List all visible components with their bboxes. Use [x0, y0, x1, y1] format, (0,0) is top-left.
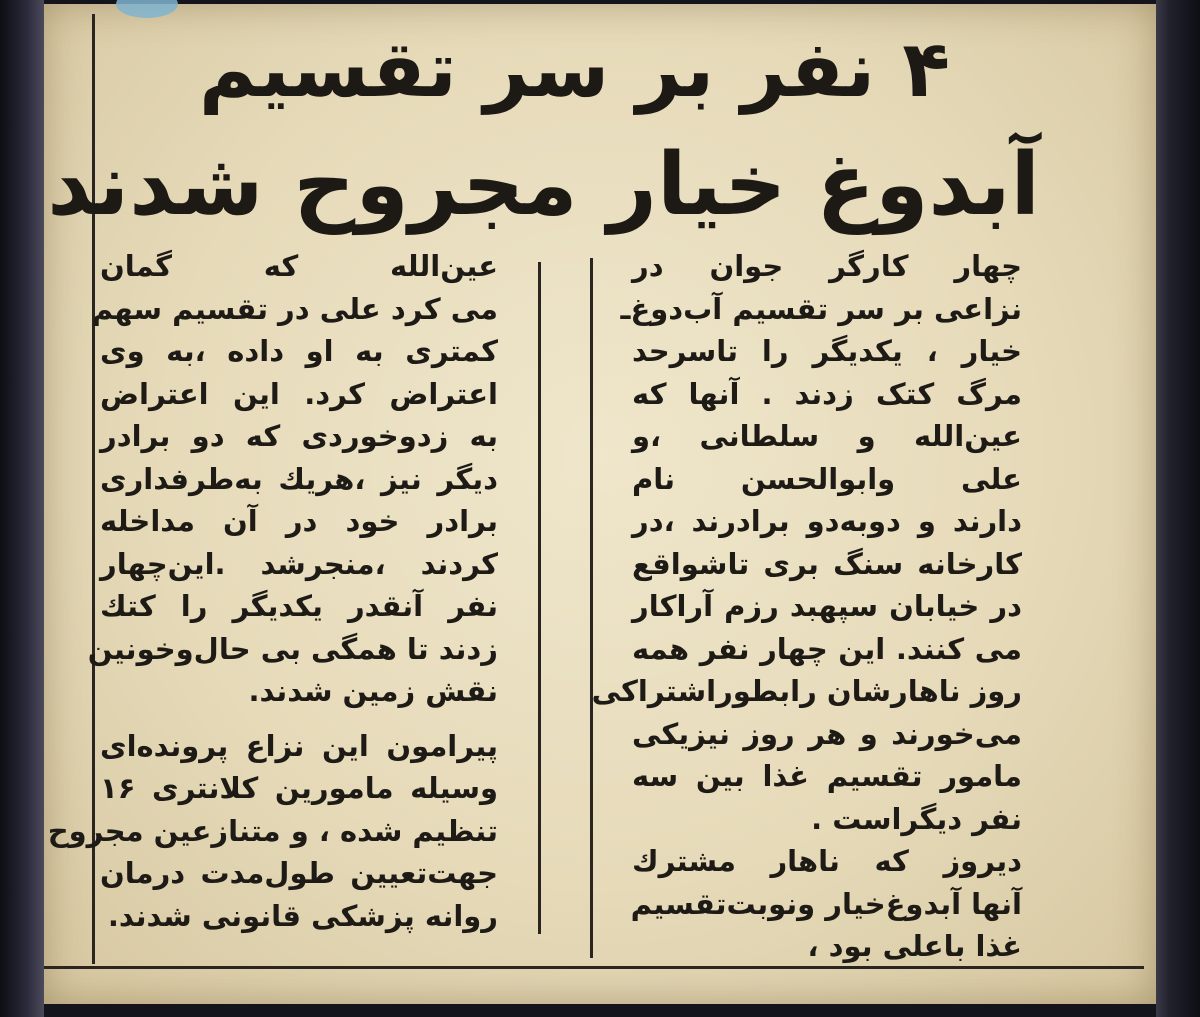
text-line: علی وابوالحسن نام	[632, 461, 1022, 496]
text-line: روز ناهارشان رابطوراشتراکی	[591, 674, 1022, 708]
text-line: دارند و دوبه‌دو برادرند ،در	[632, 504, 1022, 538]
article-column-left	[47, 245, 498, 937]
text-line: کمتری به او داده ،به وی	[100, 334, 498, 368]
text-line: دیگر نیز ،هریك به‌طرفداری	[100, 461, 498, 496]
text-line: نفر آنقدر یکدیگر را کتك	[100, 589, 498, 623]
text-line: عین‌الله که گمان	[100, 249, 498, 283]
photo-border-right	[1156, 0, 1200, 1017]
text-line: خیار ، یکدیگر را تاسرحد	[632, 334, 1022, 368]
text-line: غذا باعلی بود ،	[807, 929, 1022, 963]
text-line: می کرد علی در تقسیم سهم	[91, 291, 498, 326]
headline-line-2: آبدوغ خیار مجروح شدند	[47, 135, 1040, 235]
text-line: در خیابان سپهبد رزم آراکار	[632, 589, 1022, 623]
text-line: نفر دیگراست .	[811, 801, 1022, 836]
text-line: به زدوخوردی که دو برادر	[100, 419, 498, 453]
text-line: عین‌الله و سلطانی ،و	[632, 419, 1022, 453]
text-line: نزاعی بر سر تقسیم آب‌دوغ‌ـ	[620, 291, 1022, 326]
text-line: دیروز که ناهار مشترك	[632, 844, 1022, 878]
headline-line-1: ۴ نفر بر سر تقسیم	[198, 25, 950, 115]
text-line: پیرامون این نزاع پرونده‌ای	[100, 728, 498, 763]
column-rule-center-a	[538, 262, 541, 934]
text-line: برادر خود در آن مداخله	[100, 504, 498, 538]
paragraph-gap	[100, 713, 498, 725]
text-line: کردند ،منجرشد .این‌چهار	[100, 546, 498, 581]
text-line: تنظیم شده ، و متنازعین مجروح	[47, 813, 498, 848]
text-line: می‌خورند و هر روز نیزیکی	[632, 716, 1022, 751]
text-line: مرگ کتک زدند . آنها که	[632, 376, 1022, 411]
text-line: روانه پزشکی قانونی شدند.	[107, 898, 498, 933]
article-column-right	[591, 245, 1022, 968]
text-line: جهت‌تعیین طول‌مدت درمان	[100, 856, 498, 890]
photo-border-left	[0, 0, 44, 1017]
text-line: آنها آبدوغ‌خیار ونوبت‌تقسیم	[630, 886, 1022, 921]
text-line: چهار کارگر جوان در	[632, 249, 1022, 283]
text-line: مامور تقسیم غذا بین سه	[632, 759, 1022, 793]
text-line: وسیله مامورین کلانتری ۱۶	[100, 771, 498, 805]
text-line: اعتراض کرد. این اعتراض	[100, 376, 498, 411]
corner-sticker	[116, 0, 178, 18]
text-line: کارخانه سنگ بری تاشواقع	[632, 546, 1022, 581]
text-line: زدند تا همگی بی حال‌وخونین	[87, 631, 498, 666]
text-line: نقش زمین شدند.	[248, 674, 498, 708]
text-line: می کنند. این چهار نفر همه	[632, 631, 1022, 666]
column-rule-center-b	[590, 258, 593, 958]
